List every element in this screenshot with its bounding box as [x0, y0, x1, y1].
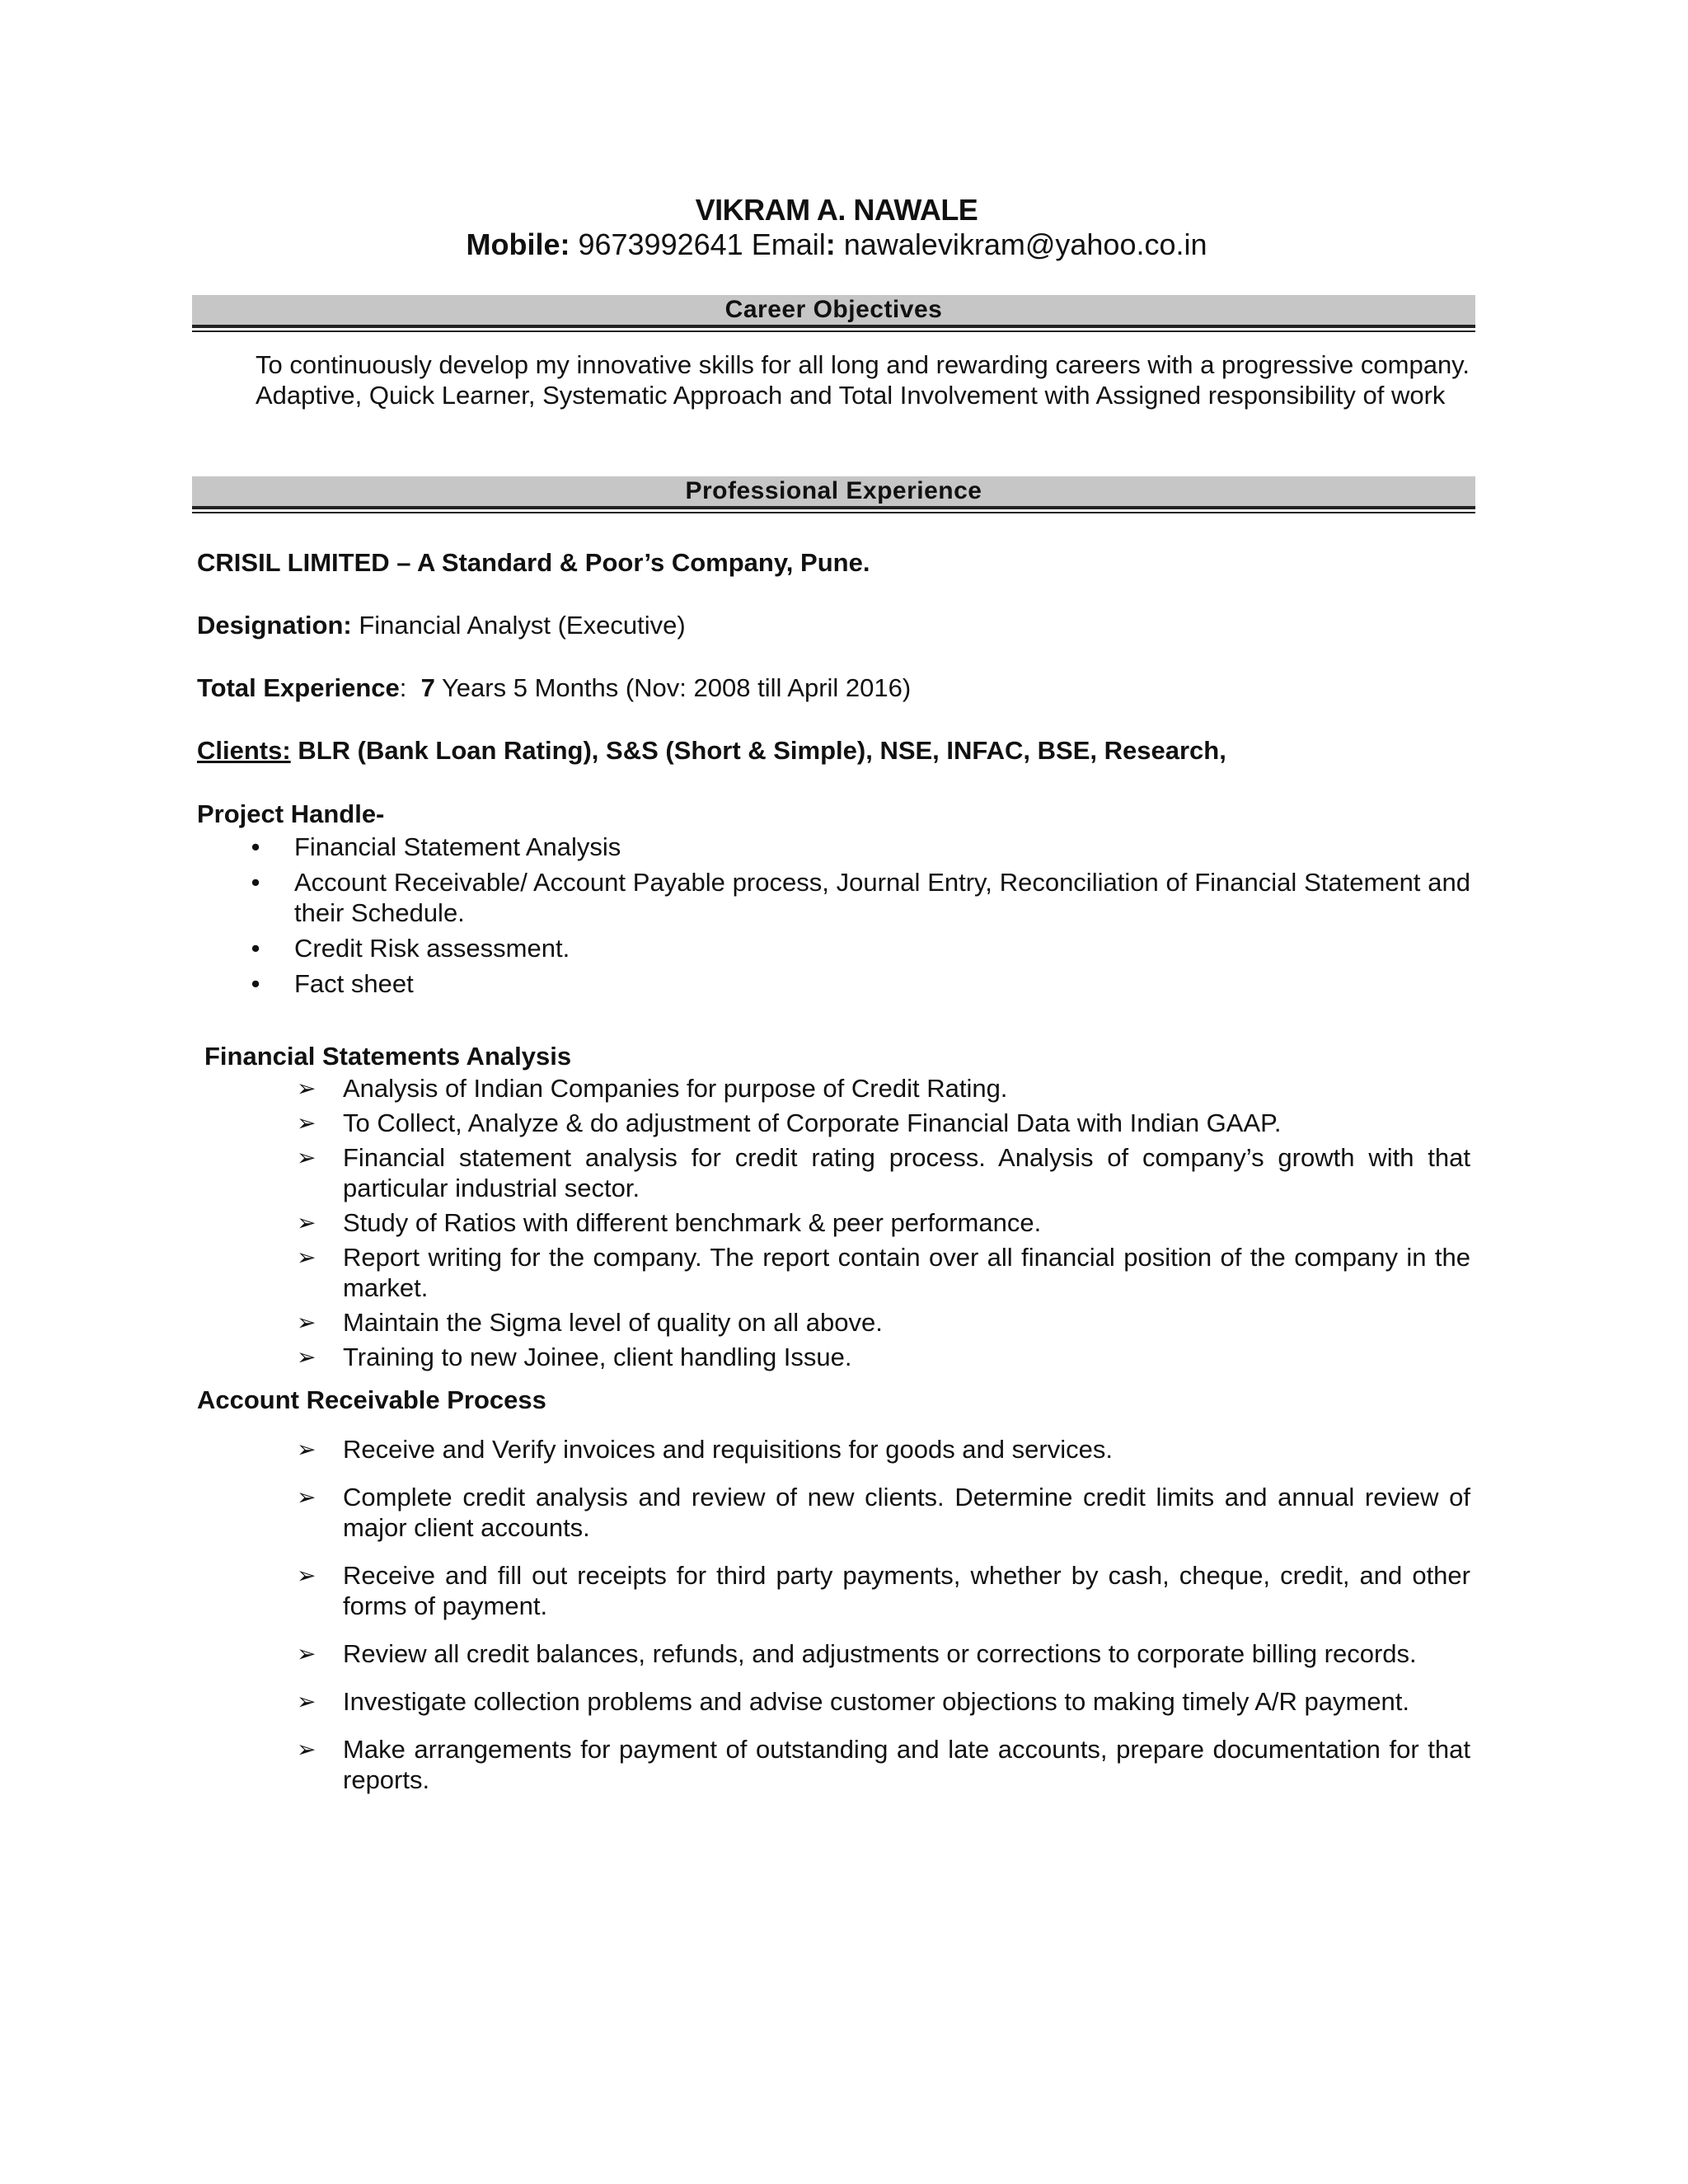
professional-experience-heading: Professional Experience — [192, 476, 1475, 506]
arrow-bullet-icon: ➢ — [297, 1484, 316, 1510]
list-item-text: Financial statement analysis for credit rating process. Analysis of company’s growth with that particular industrial sector. — [343, 1143, 1470, 1202]
list-item-text: Financial Statement Analysis — [294, 832, 621, 861]
arrow-bullet-icon: ➢ — [297, 1641, 316, 1666]
total-experience-colon: : — [399, 673, 407, 702]
bullet-icon: • — [251, 934, 260, 963]
designation-value: Financial Analyst (Executive) — [359, 611, 686, 640]
list-item-text: Study of Ratios with different benchmark & peer performance. — [343, 1208, 1042, 1237]
list-item — [297, 1307, 1470, 1338]
list-item-text: Training to new Joinee, client handling Issue. — [343, 1343, 852, 1371]
list-item — [297, 1108, 1470, 1138]
list-item-text: Fact sheet — [294, 969, 414, 998]
designation-label: Designation: — [197, 611, 352, 640]
bullet-icon: • — [251, 868, 260, 897]
professional-experience-rule-thin — [192, 512, 1475, 513]
candidate-name: VIKRAM A. NAWALE — [695, 193, 978, 227]
arrow-bullet-icon: ➢ — [297, 1689, 316, 1714]
email-label: Email — [751, 227, 826, 261]
arrow-bullet-icon: ➢ — [297, 1110, 316, 1136]
list-item — [297, 1434, 1470, 1465]
total-experience-detail: Years 5 Months (Nov: 2008 till April 2016) — [441, 673, 912, 702]
financial-statements-analysis-heading: Financial Statements Analysis — [204, 1042, 572, 1071]
list-item-text: Complete credit analysis and review of new clients. Determine credit limits and annual review of major client accounts. — [343, 1483, 1470, 1542]
list-item — [247, 832, 1470, 862]
list-item-text: Make arrangements for payment of outstanding and late accounts, prepare documentation for that reports. — [343, 1735, 1470, 1794]
company-name: CRISIL LIMITED – A Standard & Poor’s Company, Pune. — [197, 548, 870, 577]
list-item — [297, 1734, 1470, 1795]
bullet-icon: • — [251, 969, 260, 998]
clients-value: BLR (Bank Loan Rating), S&S (Short & Simple), NSE, INFAC, BSE, Research, — [298, 736, 1226, 765]
list-item — [297, 1242, 1470, 1303]
arrow-bullet-icon: ➢ — [297, 1145, 316, 1170]
financial-statements-analysis-list — [297, 1073, 1470, 1372]
arrow-bullet-icon: ➢ — [297, 1244, 316, 1270]
email-address: nawalevikram@yahoo.co.in — [843, 227, 1207, 261]
list-item-text: Account Receivable/ Account Payable process, Journal Entry, Reconciliation of Financial Statement and their Schedule. — [294, 868, 1470, 927]
list-item — [297, 1207, 1470, 1238]
career-objectives-heading: Career Objectives — [192, 295, 1475, 325]
arrow-bullet-icon: ➢ — [297, 1436, 316, 1462]
list-item-text: Investigate collection problems and advise customer objections to making timely A/R payment. — [343, 1687, 1410, 1716]
arrow-bullet-icon: ➢ — [297, 1210, 316, 1235]
list-item — [297, 1073, 1470, 1104]
designation-line — [197, 610, 686, 640]
list-item-text: Credit Risk assessment. — [294, 934, 570, 963]
list-item-text: Receive and Verify invoices and requisitions for goods and services. — [343, 1435, 1113, 1464]
project-handle-list — [247, 832, 1470, 999]
mobile-number: 9673992641 — [578, 227, 743, 261]
mobile-label: Mobile: — [466, 227, 570, 261]
list-item — [297, 1482, 1470, 1543]
bullet-icon: • — [251, 832, 260, 861]
account-receivable-process-list — [297, 1434, 1470, 1795]
total-experience-line — [197, 673, 911, 703]
arrow-bullet-icon: ➢ — [297, 1344, 316, 1370]
list-item-text: Maintain the Sigma level of quality on all above. — [343, 1308, 883, 1337]
list-item — [247, 933, 1470, 963]
list-item — [247, 968, 1470, 999]
list-item — [297, 1638, 1470, 1669]
list-item — [297, 1686, 1470, 1717]
project-handle-label: Project Handle- — [197, 799, 385, 828]
total-experience-years: 7 — [420, 673, 435, 702]
list-item — [247, 867, 1470, 928]
list-item-text: To Collect, Analyze & do adjustment of Corporate Financial Data with Indian GAAP. — [343, 1108, 1282, 1137]
list-item-text: Receive and fill out receipts for third party payments, whether by cash, cheque, credit, and other forms of payment. — [343, 1561, 1470, 1620]
email-colon: : — [825, 227, 836, 261]
clients-label: Clients: — [197, 736, 291, 765]
arrow-bullet-icon: ➢ — [297, 1310, 316, 1335]
arrow-bullet-icon: ➢ — [297, 1076, 316, 1101]
clients-line — [197, 735, 1226, 766]
career-objectives-rule-thin — [192, 330, 1475, 332]
list-item — [297, 1560, 1470, 1621]
contact-line — [0, 227, 1673, 262]
total-experience-label: Total Experience — [197, 673, 400, 702]
career-objectives-text: To continuously develop my innovative skills for all long and rewarding careers with a progressive company. Adaptive, Quick Learner, Systematic Approach and Total Involvement with Assigned responsibility of work — [256, 350, 1470, 410]
arrow-bullet-icon: ➢ — [297, 1563, 316, 1588]
account-receivable-process-heading: Account Receivable Process — [197, 1385, 546, 1414]
list-item-text: Analysis of Indian Companies for purpose of Credit Rating. — [343, 1074, 1008, 1103]
list-item-text: Report writing for the company. The report contain over all financial position of the company in the market. — [343, 1243, 1470, 1302]
professional-experience-rule — [192, 506, 1475, 509]
arrow-bullet-icon: ➢ — [297, 1736, 316, 1762]
list-item — [297, 1142, 1470, 1203]
list-item-text: Review all credit balances, refunds, and adjustments or corrections to corporate billing records. — [343, 1639, 1417, 1668]
career-objectives-rule — [192, 325, 1475, 328]
list-item — [297, 1342, 1470, 1372]
